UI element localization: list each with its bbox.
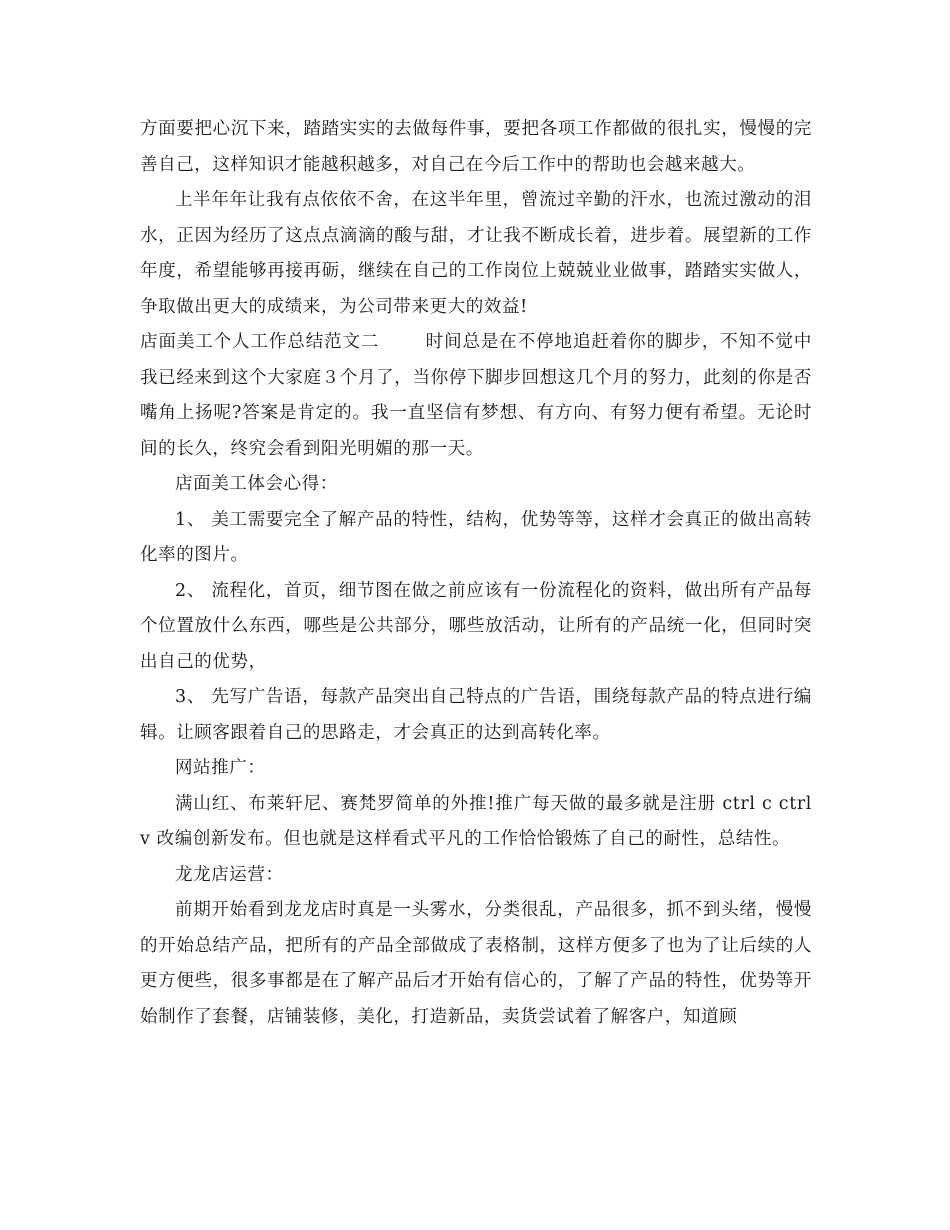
section-intro: 时间总是在不停地追赶着你的脚步，不知不觉中我已经来到这个大家庭３个月了，当你停下脚步回想这几个月的努力，此刻的你是否嘴角上扬呢?答案是肯定的。我一直坚信有梦想、有方向、有努力便有希望。无论时间的长久，终究会看到阳光明媚的那一天。: [140, 332, 812, 459]
paragraph-heading-operations: 龙龙店运营：: [175, 864, 284, 885]
paragraph-heading-experience: 店面美工体会心得：: [175, 474, 338, 494]
section-title: 店面美工个人工作总结范文二: [140, 332, 380, 352]
document-body: [140, 112, 812, 1035]
paragraph-1: 方面要把心沉下来，踏踏实实的去做每件事，要把各项工作都做的很扎实，慢慢的完善自己，这样知识才能越积越多，对自己在今后工作中的帮助也会越来越大。: [140, 119, 812, 175]
list-item-1: 1、 美工需要完全了解产品的特性，结构，优势等等，这样才会真正的做出高转化率的图片。: [140, 509, 812, 565]
paragraph-promotion: 满山红、布莱轩尼、赛梵罗简单的外推!推广每天做的最多就是注册 ctrl c ctrl v 改编创新发布。但也就是这样看式平凡的工作恰恰锻炼了自己的耐性，总结性。: [140, 793, 812, 849]
paragraph-heading-promotion: 网站推广：: [175, 758, 266, 778]
paragraph-2: 上半年年让我有点依依不舍，在这半年里，曾流过辛勤的汗水，也流过激动的泪水，正因为经历了这点点滴滴的酸与甜，才让我不断成长着，进步着。展望新的工作年度，希望能够再接再砺，继续在自己的工作岗位上兢兢业业做事，踏踏实实做人，争取做出更大的成绩来，为公司带来更大的效益!: [140, 190, 812, 317]
paragraph-operations: 前期开始看到龙龙店时真是一头雾水，分类很乱，产品很多，抓不到头绪，慢慢的开始总结产品，把所有的产品全部做成了表格制，这样方便多了也为了让后续的人更方便些，很多事都是在了解产品后才开始有信心的，了解了产品的特性，优势等开始制作了套餐，店铺装修，美化，打造新品，卖货尝试着了解客户，知道顾: [140, 900, 812, 1027]
list-item-3: 3、 先写广告语，每款产品突出自己特点的广告语，围绕每款产品的特点进行编辑。让顾客跟着自己的思路走，才会真正的达到高转化率。: [140, 687, 812, 743]
section-paragraph: [140, 325, 812, 467]
list-item-2: 2、 流程化，首页，细节图在做之前应该有一份流程化的资料，做出所有产品每个位置放什么东西，哪些是公共部分，哪些放活动，让所有的产品统一化，但同时突出自己的优势，: [140, 580, 812, 672]
